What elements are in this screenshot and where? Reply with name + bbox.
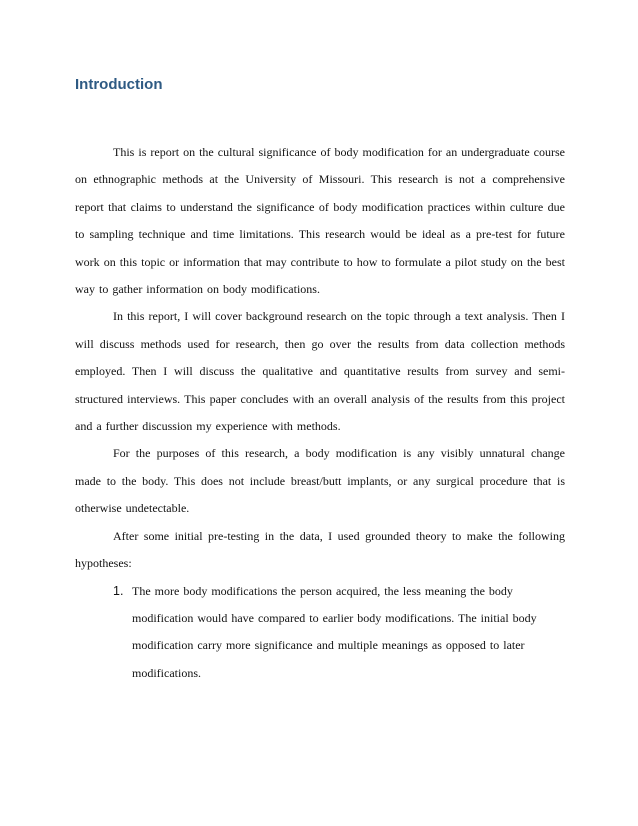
list-item-text: The more body modifications the person acquired, the less meaning the body modification would have compared to earlier body modifications. The initial body modification carry more significance and multiple meanings as opposed to later modifications. <box>132 583 537 680</box>
paragraph-1: This is report on the cultural significance of body modification for an undergraduate course on ethnographic methods at the University of Missouri. This research is not a comprehensive report that claims to understand the significance of body modification practices within culture due to sampling technique and time limitations. This research would be ideal as a pre-test for future work on this topic or information that may contribute to how to formulate a pilot study on the best way to gather information on body modifications. <box>75 145 565 297</box>
paragraph-2: In this report, I will cover background research on the topic through a text analysis. Then I will discuss methods used for research, then go over the results from data collection methods employed. Then I will discuss the qualitative and quantitative results from survey and semi-structured interviews. This paper concludes with an overall analysis of the results from this project and a further discussion my experience with methods. <box>75 309 565 434</box>
paragraph-3: For the purposes of this research, a body modification is any visibly unnatural change made to the body. This does not include breast/butt implants, or any surgical procedure that is otherwise undetectable. <box>75 446 565 516</box>
list-item <box>75 578 565 688</box>
section-heading: Introduction <box>75 76 163 93</box>
paragraph-4: After some initial pre-testing in the data, I used grounded theory to make the following hypotheses: <box>75 528 565 571</box>
hypotheses-list <box>75 578 565 688</box>
list-item-number: 1. <box>113 583 124 598</box>
body-text <box>75 139 565 687</box>
